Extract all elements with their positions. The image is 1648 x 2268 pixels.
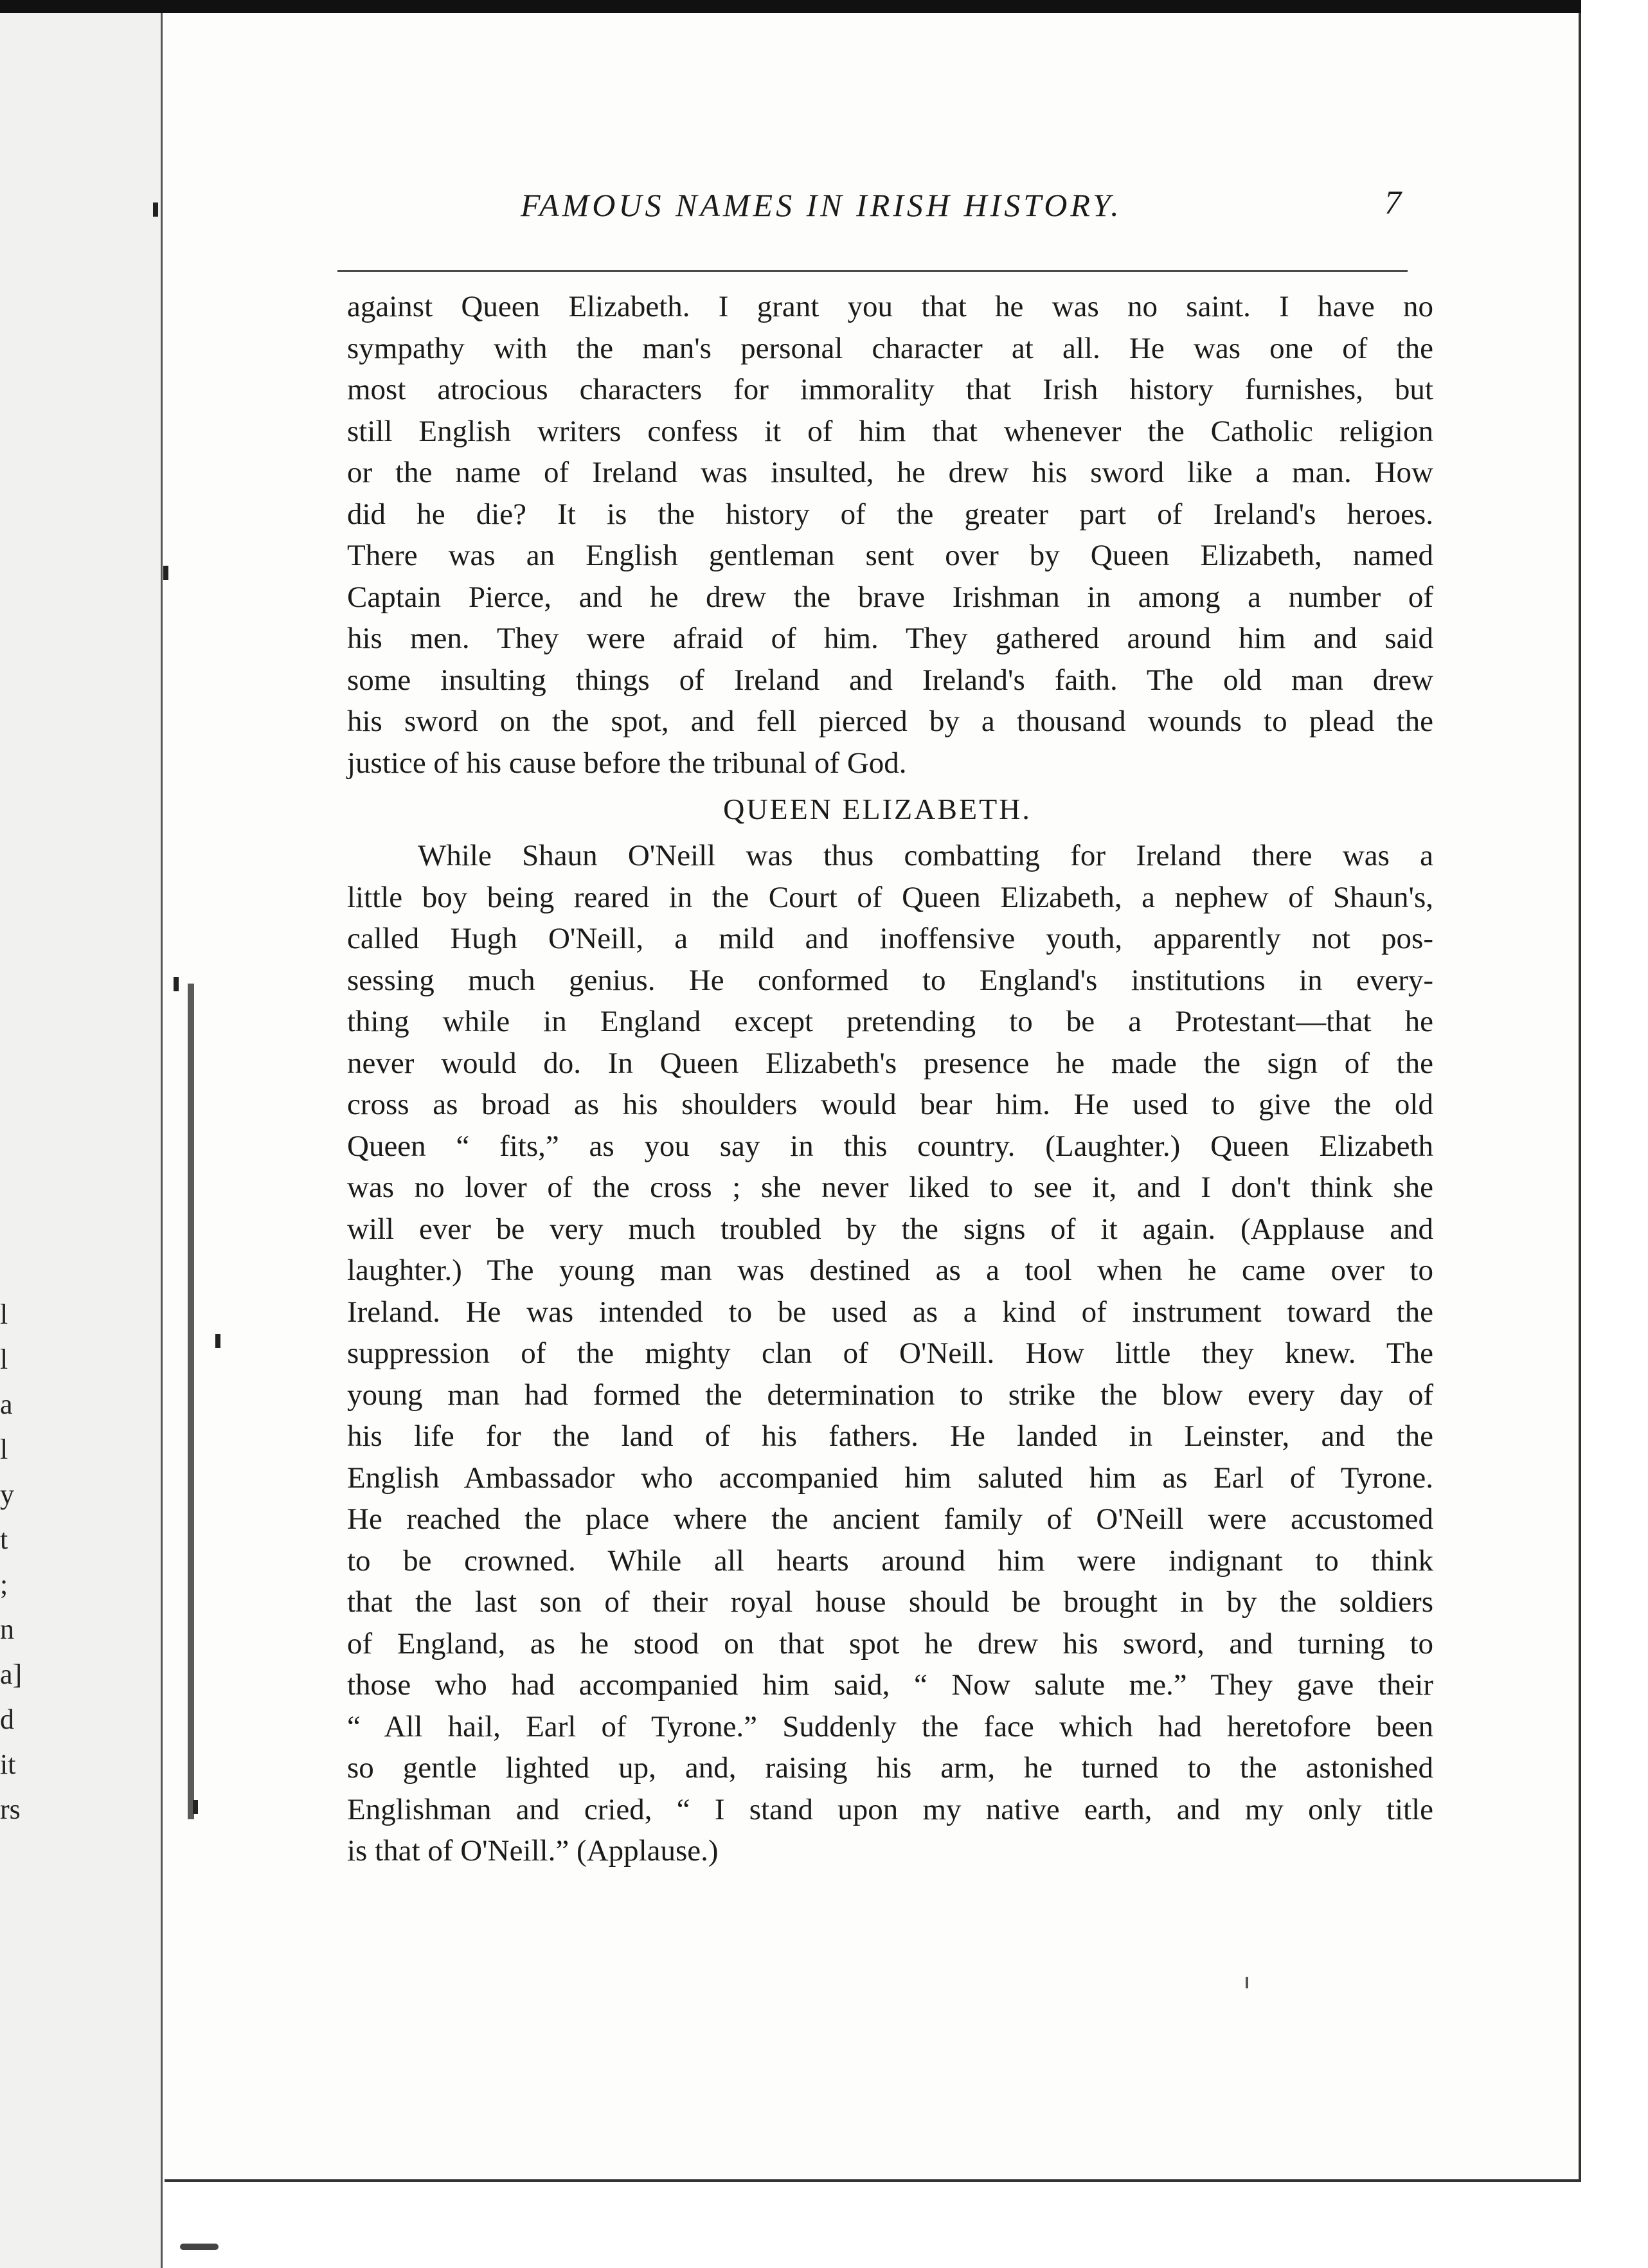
text-line: Captain Pierce, and he drew the brave Irishman in among a number of (347, 580, 1433, 614)
text-line: Englishman and cried, “ I stand upon my native earth, and my only title (347, 1792, 1433, 1826)
text-line: will ever be very much troubled by the signs of it again. (Applause and (347, 1212, 1433, 1246)
text-line: some insulting things of Ireland and Ireland's faith. The old man drew (347, 663, 1433, 697)
fragment: it (0, 1749, 16, 1780)
text-line: did he die? It is the history of the greater part of Ireland's heroes. (347, 497, 1433, 531)
text-line: or the name of Ireland was insulted, he drew his sword like a man. How (347, 456, 1433, 489)
fragment: rs (0, 1794, 21, 1825)
text-line: still English writers confess it of him that whenever the Catholic religion (347, 414, 1433, 448)
fragment: ; (0, 1569, 8, 1600)
stray-ink-mark (1246, 1977, 1248, 1988)
facing-page-edge (0, 13, 163, 2268)
header-rule (337, 270, 1408, 272)
text-line: Queen “ fits,” as you say in this country. (Laughter.) Queen Elizabeth (347, 1129, 1433, 1163)
text-line: justice of his cause before the tribunal of God. (347, 746, 907, 780)
text-line: called Hugh O'Neill, a mild and inoffensive youth, apparently not pos- (347, 922, 1433, 955)
text-line: There was an English gentleman sent over by Queen Elizabeth, named (347, 539, 1433, 572)
text-line: never would do. In Queen Elizabeth's presence he made the sign of the (347, 1046, 1433, 1080)
text-line: of England, as he stood on that spot he drew his sword, and turning to (347, 1626, 1433, 1661)
fragment: t (0, 1524, 8, 1555)
gutter-mark (193, 1800, 198, 1814)
text-line: those who had accompanied him said, “ Now salute me.” They gave their (347, 1668, 1433, 1702)
fragment: a (0, 1389, 13, 1420)
fragment: y (0, 1479, 14, 1510)
text-line: suppression of the mighty clan of O'Neill. How little they knew. The (347, 1336, 1433, 1370)
paragraph (347, 286, 1433, 784)
binding-gutter (188, 984, 194, 1819)
text-line: his men. They were afraid of him. They gathered around him and said (347, 622, 1433, 655)
text-line: is that of O'Neill.” (Applause.) (347, 1834, 719, 1868)
text-line: was no lover of the cross ; she never liked to see it, and I don't think she (347, 1171, 1433, 1204)
paragraph (347, 835, 1433, 1872)
body-text (347, 286, 1433, 1872)
page-header (347, 180, 1401, 238)
gutter-mark (174, 977, 179, 991)
text-line: While Shaun O'Neill was thus combatting for Ireland there was a (418, 839, 1433, 872)
text-line: most atrocious characters for immorality that Irish history furnishes, but (347, 373, 1433, 406)
text-line: young man had formed the determination to strike the blow every day of (347, 1378, 1433, 1412)
fragment: d (0, 1704, 14, 1735)
text-line: so gentle lighted up, and, raising his arm, he turned to the astonished (347, 1751, 1433, 1785)
fragment: l (0, 1434, 8, 1465)
text-line: cross as broad as his shoulders would bear him. He used to give the old (347, 1088, 1433, 1121)
gutter-mark (153, 203, 158, 217)
scanner-top-border (0, 0, 1648, 13)
text-line: his sword on the spot, and fell pierced by a thousand wounds to plead the (347, 705, 1433, 738)
text-line: He reached the place where the ancient family of O'Neill were accustomed (347, 1502, 1433, 1536)
facing-page-text-fragments (0, 1292, 26, 1832)
text-line: thing while in England except pretending to be a Protestant—that he (347, 1005, 1433, 1038)
page-number: 7 (1384, 184, 1401, 221)
text-line: against Queen Elizabeth. I grant you that he was no saint. I have no (347, 290, 1433, 323)
fragment: l (0, 1299, 8, 1330)
gutter-mark (163, 566, 168, 580)
text-line: laughter.) The young man was destined as a tool when he came over to (347, 1254, 1433, 1287)
fragment: n (0, 1614, 14, 1645)
text-line: little boy being reared in the Court of Queen Elizabeth, a nephew of Shaun's, (347, 880, 1433, 914)
text-line: sessing much genius. He conformed to England's institutions in every- (347, 963, 1433, 997)
text-line: English Ambassador who accompanied him saluted him as Earl of Tyrone. (347, 1461, 1433, 1495)
text-line: his life for the land of his fathers. He landed in Leinster, and the (347, 1419, 1433, 1453)
running-title: FAMOUS NAMES IN IRISH HISTORY. (521, 187, 1122, 223)
right-margin (1581, 0, 1648, 2268)
fragment: a] (0, 1659, 22, 1690)
text-line: “ All hail, Earl of Tyrone.” Suddenly the face which had heretofore been (347, 1709, 1433, 1743)
gutter-mark (215, 1334, 220, 1348)
text-line: to be crowned. While all hearts around him were indignant to think (347, 1544, 1433, 1578)
scan-speck (180, 2244, 219, 2250)
section-heading: QUEEN ELIZABETH. (723, 793, 1032, 825)
text-line: sympathy with the man's personal character at all. He was one of the (347, 331, 1433, 365)
text-line: Ireland. He was intended to be used as a kind of instrument toward the (347, 1295, 1433, 1329)
fragment: l (0, 1344, 8, 1375)
text-line: that the last son of their royal house should be brought in by the soldiers (347, 1585, 1433, 1619)
